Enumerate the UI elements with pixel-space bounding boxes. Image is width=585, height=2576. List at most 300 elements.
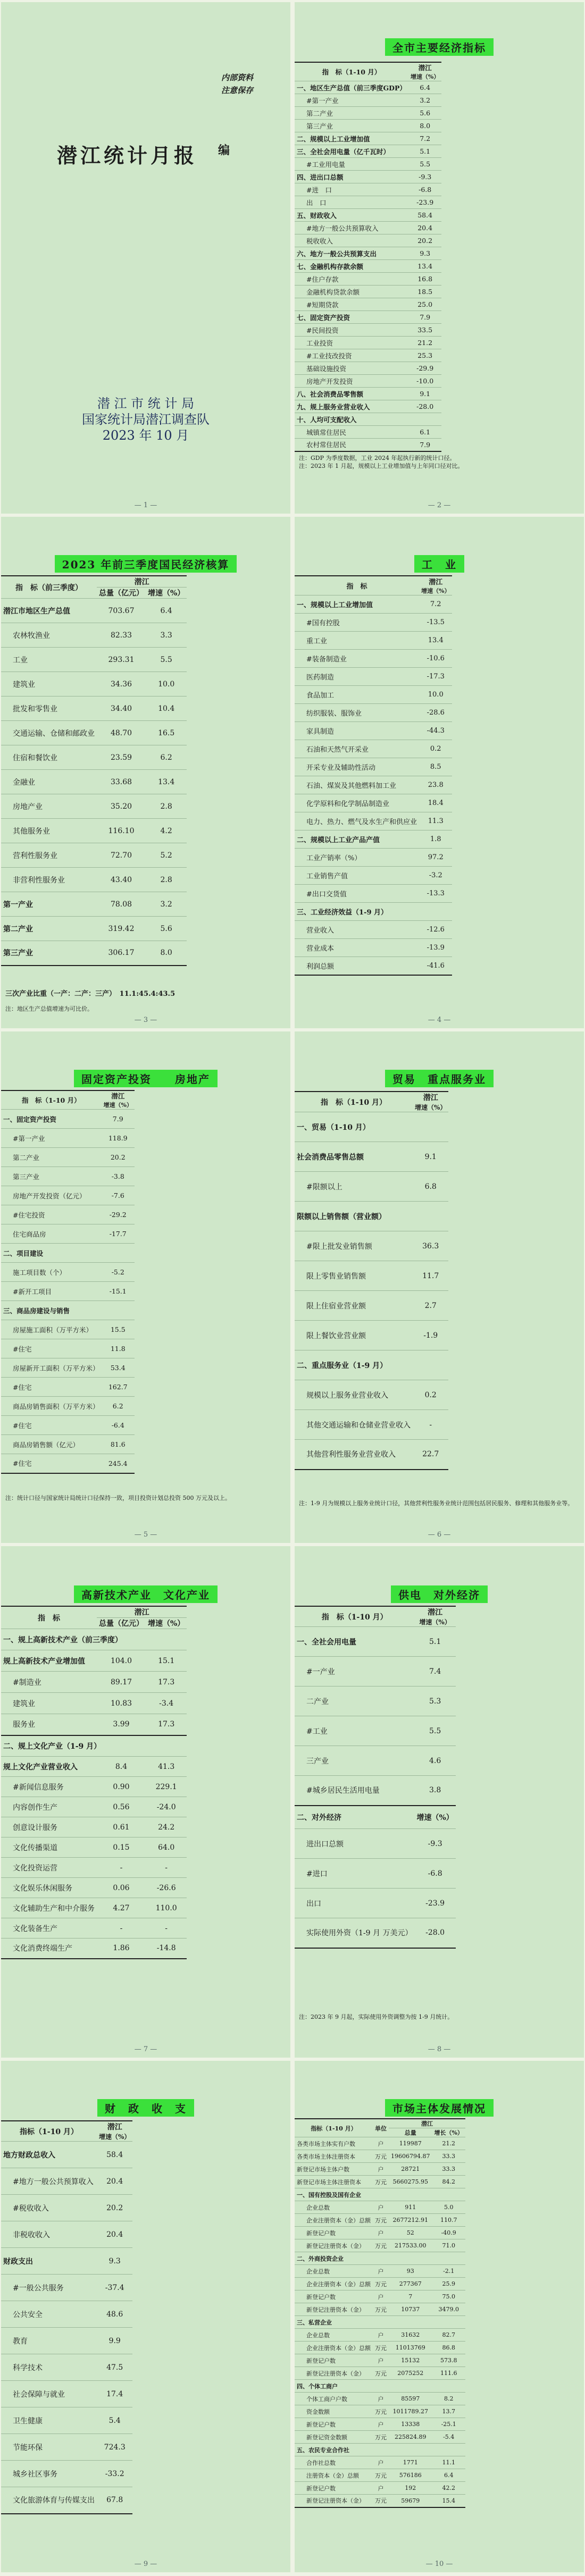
row-label: 一、全社会用电量 (295, 1627, 414, 1657)
row-label: 限上餐饮业营业额 (295, 1321, 413, 1350)
table-row (1, 770, 187, 794)
row-value: 3.2 (146, 892, 187, 917)
row-value: -9.3 (408, 171, 441, 183)
row-value: 5.2 (146, 843, 187, 868)
row-value: 47.5 (97, 2354, 132, 2381)
growth-header: 增速（%） (146, 588, 187, 599)
row-label: 基础设施投资 (295, 362, 408, 375)
row-value (389, 2380, 432, 2393)
row-label: #地方一般公共预算收入 (1, 2168, 97, 2195)
table-row (1, 2221, 132, 2248)
row-label: 规上高新技术产业增加值 (1, 1650, 97, 1672)
table-row (1, 1378, 135, 1397)
row-value: 15.5 (102, 1320, 135, 1339)
row-label: #一般公共服务 (1, 2275, 97, 2301)
row-label: 服务业 (1, 1714, 97, 1735)
table-row (1, 1650, 187, 1672)
row-label: 批发和零售业 (1, 697, 97, 721)
table-row (295, 1918, 456, 1948)
row-value: -3.8 (102, 1167, 135, 1186)
table-row (295, 1231, 448, 1261)
table-row (295, 209, 441, 222)
row-label: 非税收收入 (1, 2221, 97, 2248)
row-value: 71.0 (432, 2239, 465, 2252)
row-value: 33.68 (97, 770, 146, 794)
row-value: 万元 (373, 2278, 389, 2290)
report-title-suffix: 编 (218, 144, 230, 157)
row-value: 万元 (373, 2495, 389, 2507)
row-value: -13.9 (419, 939, 452, 957)
row-label: 新登记注册资本（金） (295, 2239, 373, 2252)
publisher-1: 潜 江 市 统 计 局 (97, 396, 195, 411)
row-label: 一、规模以上工业增加值 (295, 595, 419, 614)
row-value: 11.7 (413, 1261, 448, 1291)
row-label: 资金数额 (295, 2405, 373, 2418)
table-row (295, 439, 441, 451)
row-value: 8.2 (432, 2393, 465, 2405)
row-label: 卫生健康 (1, 2407, 97, 2434)
row-value: -23.9 (414, 1889, 455, 1918)
table-row (1, 1224, 135, 1244)
row-value: 7 (389, 2290, 432, 2303)
table-row (295, 158, 441, 171)
row-value: 162.7 (102, 1378, 135, 1397)
row-value: 5.5 (408, 158, 441, 171)
table-row (295, 1776, 456, 1806)
total-header: 总量（亿元） (97, 1618, 146, 1629)
col-header: 指 标（1-10 月） (295, 1092, 413, 1112)
hightech-table (1, 1606, 187, 1959)
row-value (432, 2380, 465, 2393)
row-label: 企业注册资本（金）总额 (295, 2342, 373, 2354)
row-value: 2.7 (413, 1291, 448, 1321)
row-label: 建筑业 (1, 1693, 97, 1714)
row-label: 企业总数 (295, 2201, 373, 2214)
row-value: -3.2 (419, 867, 452, 885)
row-label: 财政支出 (1, 2248, 97, 2275)
row-label: #地方一般公共预算收入 (295, 222, 408, 234)
row-label: #短期贷款 (295, 298, 408, 311)
row-label: 纺织服装、服饰业 (295, 704, 419, 722)
row-label: 八、社会消费品零售额 (295, 388, 408, 400)
row-value: 20.4 (97, 2168, 132, 2195)
row-value: 13.4 (408, 260, 441, 273)
table-row (1, 794, 187, 819)
page-industry (295, 517, 584, 1028)
row-value: 18.4 (419, 794, 452, 812)
row-value: -15.1 (102, 1282, 135, 1301)
row-value (389, 2444, 432, 2456)
row-value: 17.3 (146, 1672, 187, 1693)
row-value (432, 2188, 465, 2201)
row-value: 8.0 (408, 120, 441, 132)
section-row (1, 1735, 187, 1757)
section-col: 增速（%） (414, 1806, 455, 1829)
table-row (295, 2495, 465, 2507)
row-value: 5.6 (146, 917, 187, 941)
section-label: 二、规上文化产业（1-9 月） (1, 1735, 187, 1757)
row-label: 新登记市场主体注册资本 (295, 2176, 373, 2188)
row-label: 地方财政总收入 (1, 2142, 97, 2168)
row-label: 石油和天然气开采业 (295, 740, 419, 758)
row-value: 59679 (389, 2495, 432, 2507)
investment-table (1, 1090, 135, 1474)
row-label: 金融机构贷款余额 (295, 286, 408, 298)
row-value: 19606794.87 (389, 2150, 432, 2163)
city-header: 潜江 增速（%） (102, 1090, 135, 1110)
row-value: 9.9 (97, 2328, 132, 2354)
table-row (1, 599, 187, 623)
table-row (1, 1693, 187, 1714)
city-header: 潜江 (389, 2119, 465, 2128)
row-label: 建筑业 (1, 672, 97, 697)
col-header: 指 标（1-10 月） (1, 1090, 102, 1110)
row-label: 规模以上服务业营业收入 (295, 1380, 413, 1410)
row-value: 5.1 (414, 1627, 455, 1657)
row-value: 5.3 (414, 1686, 455, 1716)
row-label: 一、固定资产投资 (1, 1110, 102, 1129)
row-label: #第一产业 (295, 94, 408, 107)
row-label: 电力、热力、燃气及水生产和供应业 (295, 812, 419, 830)
table-row (295, 2265, 465, 2278)
row-value: 34.40 (97, 697, 146, 721)
row-value: 6.2 (102, 1397, 135, 1416)
section-title: 高新技术产业 文化产业 (1, 1585, 290, 1603)
row-value: 9.3 (408, 247, 441, 260)
row-value: 24.2 (146, 1817, 187, 1837)
row-label: 公共安全 (1, 2301, 97, 2328)
table-row (295, 650, 452, 668)
row-value: 58.4 (97, 2142, 132, 2168)
table-row (295, 595, 452, 614)
row-value: -3.4 (146, 1693, 187, 1714)
row-label: 营利性服务业 (1, 843, 97, 868)
row-label: 合作社总数 (295, 2456, 373, 2469)
table-row (295, 704, 452, 722)
row-label: #住宅 (1, 1416, 102, 1435)
row-value: 225824.89 (389, 2431, 432, 2444)
row-value: 11.8 (102, 1339, 135, 1358)
table-row (1, 1918, 187, 1939)
table-row (295, 222, 441, 234)
row-value: 81.6 (102, 1435, 135, 1454)
row-value: 2.8 (146, 868, 187, 892)
table-row (295, 1889, 456, 1918)
row-label: 限额以上销售额（营业额） (295, 1202, 413, 1231)
row-value: 10737 (389, 2303, 432, 2316)
table-row (295, 1410, 448, 1440)
table-row (295, 324, 441, 337)
table-row (1, 1797, 187, 1817)
row-value: 18.5 (408, 286, 441, 298)
publisher-2: 国家统计局潜江调查队 (82, 412, 210, 427)
table-row (295, 362, 441, 375)
market-table (295, 2118, 465, 2508)
table-row (1, 1878, 187, 1898)
col-header: 指 标（1-10 月） (295, 1606, 414, 1627)
row-value: 13.4 (419, 632, 452, 650)
row-label: #住户存款 (295, 273, 408, 286)
row-label: 一、贸易（1-10 月） (295, 1112, 413, 1142)
row-label: 企业总数 (295, 2329, 373, 2342)
table-row (1, 1110, 135, 1129)
table-row (1, 623, 187, 648)
table-row (1, 1898, 187, 1918)
col-header: 指 标 (1, 1606, 97, 1629)
row-value: 11.3 (419, 812, 452, 830)
row-value: 104.0 (97, 1650, 146, 1672)
row-label: #限额以上 (295, 1172, 413, 1202)
row-label: 二、项目建设 (1, 1244, 102, 1263)
row-label: #国有控股 (295, 614, 419, 632)
table-row (295, 1657, 456, 1686)
row-value: 6.2 (146, 745, 187, 770)
row-label: 限上住宿业营业额 (295, 1291, 413, 1321)
row-label: 各类市场主体实有户数 (295, 2137, 373, 2150)
table-row (295, 1686, 456, 1716)
table-row (295, 885, 452, 903)
row-value: - (146, 1918, 187, 1939)
table-row (1, 1757, 187, 1777)
row-value: -7.6 (102, 1186, 135, 1205)
row-value: 28721 (389, 2163, 432, 2176)
city-header: 潜江 增速（%） (419, 576, 452, 595)
row-value: 户 (373, 2227, 389, 2239)
finance-table (1, 2120, 132, 2514)
row-value: 20.4 (408, 222, 441, 234)
row-value: 110.7 (432, 2214, 465, 2227)
table-row (295, 2405, 465, 2418)
page-number: — 4 — (428, 1016, 451, 1024)
row-value: 0.06 (97, 1878, 146, 1898)
row-label: #新闻信息服务 (1, 1777, 97, 1797)
table-note: 注：1-9 月为规模以上服务业统计口径，其他营利性服务业统计范围包括居民服务、修理和其他服务业等。 (299, 1500, 574, 1507)
row-label: 规上文化产业营业收入 (1, 1757, 97, 1777)
row-label: 一、国有控股及国有企业 (295, 2188, 373, 2201)
section-title: 固定资产投资 房地产 (1, 1070, 290, 1087)
page-number: — 6 — (428, 1531, 451, 1539)
row-value: 户 (373, 2329, 389, 2342)
table-row (295, 830, 452, 849)
row-value: 户 (373, 2201, 389, 2214)
table-row (1, 819, 187, 843)
page-number: — 3 — (134, 1016, 157, 1024)
row-label: 营业成本 (295, 939, 419, 957)
table-row (1, 1939, 187, 1959)
row-value: 20.4 (97, 2221, 132, 2248)
page-investment (1, 1031, 290, 1543)
row-value (408, 413, 441, 426)
row-value: -6.8 (414, 1859, 455, 1889)
row-label: #住宅投资 (1, 1205, 102, 1224)
row-value: -6.4 (102, 1416, 135, 1435)
row-value: 6.1 (408, 426, 441, 439)
publisher-block (1, 396, 290, 443)
row-value (102, 1301, 135, 1320)
table-row (1, 2301, 132, 2328)
table-row (1, 1244, 135, 1263)
row-label: #工业 (295, 1716, 414, 1746)
row-label: 房地产业 (1, 794, 97, 819)
row-value: 户 (373, 2418, 389, 2431)
city-header: 潜江 (97, 576, 187, 588)
row-label: 三产业 (295, 1746, 414, 1776)
row-value: 78.08 (97, 892, 146, 917)
row-label: 房屋施工面积（万平方米） (1, 1320, 102, 1339)
row-label: 房地产开发投资 (295, 375, 408, 388)
row-value: -12.6 (419, 921, 452, 939)
row-label: #工业用电量 (295, 158, 408, 171)
table-row (295, 2137, 465, 2150)
row-label: 限上零售业销售额 (295, 1261, 413, 1291)
row-value: 116.10 (97, 819, 146, 843)
table-row (1, 1777, 187, 1797)
row-value (413, 1112, 448, 1142)
row-value: 5.0 (432, 2201, 465, 2214)
row-label: #第一产业 (1, 1129, 102, 1148)
row-label: 文化旅游体育与传媒支出 (1, 2487, 97, 2514)
row-label: 第二产业 (1, 917, 97, 941)
row-label: 三、私营企业 (295, 2316, 373, 2329)
growth-header: 增长（%） (432, 2128, 465, 2137)
table-row (1, 1129, 135, 1148)
row-label: 文化装备生产 (1, 1918, 97, 1939)
row-value: -28.6 (419, 704, 452, 722)
row-value: 53.4 (102, 1358, 135, 1378)
row-label: #住宅 (1, 1339, 102, 1358)
page-finance (1, 2061, 290, 2572)
row-value: 8.5 (419, 758, 452, 776)
row-value (413, 1202, 448, 1231)
table-row (295, 2380, 465, 2393)
row-value: -5.2 (102, 1263, 135, 1282)
row-value: 111.6 (432, 2367, 465, 2380)
section-label: 二、对外经济 (295, 1806, 414, 1829)
table-row (295, 234, 441, 247)
row-label: 交通运输、仓储和邮政业 (1, 721, 97, 745)
row-value: -29.2 (102, 1205, 135, 1224)
table-row (1, 843, 187, 868)
row-value: 7.2 (408, 132, 441, 145)
row-value: -44.3 (419, 722, 452, 740)
section-label: 一、规上高新技术产业（前三季度） (1, 1629, 187, 1650)
table-row (295, 1261, 448, 1291)
row-label: 住宅商品房 (1, 1224, 102, 1244)
col-header: 指 标（1-10 月） (295, 62, 408, 81)
table-row (295, 2290, 465, 2303)
section-row (1, 1629, 187, 1650)
table-row (1, 2168, 132, 2195)
row-value: 1.8 (419, 830, 452, 849)
table-row (295, 349, 441, 362)
table-row (1, 1714, 187, 1735)
table-row (1, 1186, 135, 1205)
growth-header: 增速（%） (146, 1618, 187, 1629)
row-label: 第三产业 (1, 941, 97, 966)
row-value: -6.8 (408, 183, 441, 196)
table-row (295, 400, 441, 413)
row-label: #一产业 (295, 1657, 414, 1686)
row-value: -41.6 (419, 957, 452, 975)
table-row (295, 2456, 465, 2469)
row-value: 911 (389, 2201, 432, 2214)
city-header: 潜江 增速（%） (97, 2121, 132, 2142)
table-row (295, 2214, 465, 2227)
table-row (1, 1148, 135, 1167)
section-title: 全市主要经济指标 (295, 38, 584, 56)
page-number: — 8 — (428, 2045, 451, 2053)
row-value: 万元 (373, 2431, 389, 2444)
row-label: 利润总额 (295, 957, 419, 975)
trade-table (295, 1091, 448, 1470)
row-value: 3479.0 (432, 2303, 465, 2316)
row-value: 6.4 (146, 599, 187, 623)
table-row (295, 2393, 465, 2405)
total-header: 总量（亿元） (97, 588, 146, 599)
row-value: - (413, 1410, 448, 1440)
col-header: 指 标 (295, 576, 419, 595)
table-row (295, 2150, 465, 2163)
table-row (1, 2354, 132, 2381)
row-label: 新登记市场主体户数 (295, 2163, 373, 2176)
table-row (295, 337, 441, 349)
row-value: 576186 (389, 2469, 432, 2482)
row-value (432, 2444, 465, 2456)
row-value: 15.1 (146, 1650, 187, 1672)
row-value: 21.2 (408, 337, 441, 349)
row-value: 5660275.95 (389, 2176, 432, 2188)
row-label: 企业注册资本（金）总额 (295, 2278, 373, 2290)
row-label: 其他营利性服务业营业收入 (295, 1440, 413, 1470)
row-label: 工业 (1, 648, 97, 672)
table-row (295, 2176, 465, 2188)
row-label: #税收收入 (1, 2195, 97, 2221)
row-value: 万元 (373, 2214, 389, 2227)
row-label: #进口 (295, 1859, 414, 1889)
table-row (295, 2303, 465, 2316)
row-value: 5.5 (146, 648, 187, 672)
row-value: 2075252 (389, 2367, 432, 2380)
table-row (1, 2328, 132, 2354)
table-row (295, 260, 441, 273)
table-row (295, 1829, 456, 1859)
section-row (295, 1806, 456, 1829)
table-row (1, 917, 187, 941)
row-value: -5.4 (432, 2431, 465, 2444)
table-row (1, 1358, 135, 1378)
table-row (1, 2381, 132, 2407)
row-label: 其他服务业 (1, 819, 97, 843)
row-value: 9.3 (97, 2248, 132, 2275)
row-label: 二、外商投资企业 (295, 2252, 373, 2265)
table-row (295, 196, 441, 209)
table-row (295, 2418, 465, 2431)
row-value: -23.9 (408, 196, 441, 209)
row-value: 9.1 (408, 388, 441, 400)
row-value: 82.33 (97, 623, 146, 648)
row-value: 229.1 (146, 1777, 187, 1797)
row-label: 企业总数 (295, 2265, 373, 2278)
table-row (295, 2354, 465, 2367)
table-row (1, 1837, 187, 1858)
row-value: 23.59 (97, 745, 146, 770)
row-label: #装备制造业 (295, 650, 419, 668)
row-value: 2677212.91 (389, 2214, 432, 2227)
table-row (295, 1321, 448, 1350)
table-row (295, 2342, 465, 2354)
row-label: 新登记注册资本（金） (295, 2495, 373, 2507)
table-row (1, 1397, 135, 1416)
